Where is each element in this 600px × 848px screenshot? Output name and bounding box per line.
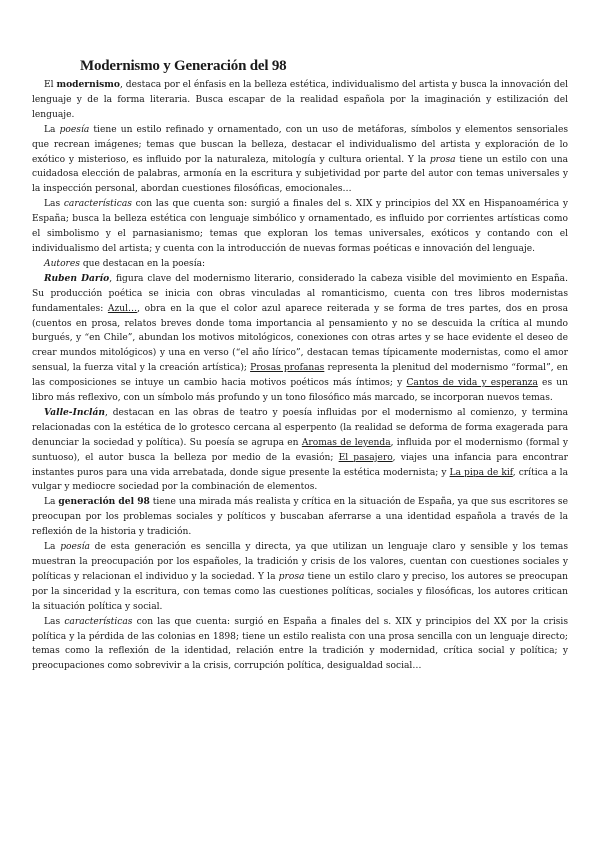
paragraph-generacion-98-caracteristicas: [32, 615, 568, 675]
book-title: Azul…: [107, 303, 138, 314]
book-title: Cantos de vida y esperanza: [406, 378, 538, 389]
text: , destaca por el énfasis en la belleza estética, individualismo del artista y busca la innovación del lenguaje y de la forma literaria. Busca escapar de la realidad española por la imaginación y estilización del lenguaje.: [32, 80, 569, 120]
paragraph-valle-inclan: [32, 406, 568, 495]
text: con las que cuenta son: surgió a finales del s. XIX y principios del XX en Hispanoamérica y España; busca la belleza estética con lenguaje simbólico y ornamentado, es influido por corrientes artísticas como el simbolismo y el parnasianismo; temas que exploran los temas universales, exóticos y contando con el individualismo del artista; y cuenta con la introducción de nuevas formas poéticas e innovación del lenguaje.: [32, 199, 568, 254]
paragraph-generacion-98-intro: [32, 495, 568, 540]
text: Las: [44, 199, 64, 210]
text: , viajes una infancia para encontrar instantes puros para una vida arrebatada, donde sigue presente la estética modernista; y: [32, 452, 569, 478]
author-name: Valle-Inclán: [44, 406, 105, 418]
text: es un libro más reflexivo, con un símbolo más profundo y un tono filosófico más marcado, se incorporan nuevos temas.: [32, 378, 568, 404]
book-title: La pipa de kif: [449, 467, 513, 478]
document-body: [32, 78, 568, 674]
book-title: Aromas de leyenda: [301, 437, 391, 448]
text: tiene un estilo claro y preciso, los autores se preocupan por la sinceridad y la escritura, con temas como las cuestiones políticas, sociales y filosóficas, los autores critican la situación política y social.: [32, 571, 568, 612]
italic-term: prosa: [278, 571, 305, 582]
text: , influida por el modernismo (formal y suntuoso), el autor busca la belleza por medio de la evasión;: [32, 437, 569, 463]
text: tiene una mirada más realista y crítica en la situación de España, ya que sus escritores se preocupan por los problemas sociales y políticos y buscaban aferrarse a una identidad española a través de la reflexión de la historia y tradición.: [32, 497, 568, 538]
text: , crítica a la vulgar y mediocre sociedad por la combinación de elementos.: [32, 467, 568, 493]
italic-term: Autores: [44, 258, 80, 269]
text: de esta generación es sencilla y directa, ya que utilizan un lenguaje claro y sensible y los temas muestran la preocupación por los españoles, la tradición y crisis de los valores, cuentan con cuestiones sociales y políticas y relacionan el individuo y la sociedad. Y la: [32, 542, 569, 582]
author-name: Ruben Darío: [44, 272, 110, 284]
text: La: [44, 124, 60, 135]
text: representa la plenitud del modernismo “formal”, en las composiciones se intuye un cambio hacia motivos poéticos más íntimos; y: [32, 363, 569, 389]
paragraph-ruben-dario: [32, 272, 568, 406]
text: El: [44, 80, 57, 90]
paragraph-modernismo-caracteristicas: [32, 197, 568, 257]
italic-term: características: [63, 199, 132, 210]
text: , destacan en las obras de teatro y poesía influidas por el modernismo al comienzo, y termina relacionadas con la estética de lo grotesco cercana al esperpento (la realidad se deforma de forma exagerada para denunciar la sociedad y política). Su poesía se agrupa en: [32, 407, 568, 448]
document-title: Modernismo y Generación del 98: [80, 58, 287, 74]
text: Las: [44, 616, 65, 627]
bold-term: generación del 98: [58, 496, 150, 508]
paragraph-modernismo-intro: [32, 78, 568, 123]
italic-term: poesía: [60, 542, 90, 553]
text: que destacan en la poesía:: [79, 258, 206, 269]
italic-term: características: [64, 616, 133, 627]
paragraph-modernismo-poesia-prosa: [32, 123, 568, 198]
paragraph-generacion-98-poesia-prosa: [32, 540, 568, 615]
text: La: [44, 497, 59, 508]
text: tiene un estilo refinado y ornamentado, con un uso de metáforas, símbolos y elementos sensoriales que recrean imágenes; temas que buscan la belleza, destacar el individualismo del artista y exploración de lo exótico y misterioso, es influido por la naturaleza, mitología y cultura oriental. Y la: [32, 124, 568, 165]
paragraph-autores: [32, 257, 568, 272]
text: tiene un estilo con una cuidadosa elección de palabras, armonía en la escritura y subjetividad por parte del autor con temas universales y la inspección personal, abordan cuestiones filosóficas, emocionales…: [32, 154, 569, 195]
text: La: [44, 542, 61, 553]
text: , obra en la que el color azul aparece reiterada y se forma de tres partes, dos en prosa (cuentos en prosa, relatos breves donde toma importancia al pensamiento y no se descuida la crítica al mundo burgués, y “en Chile”, abundan los motivos mitológicos, conexiones con otras artes y se hace evidente el deseo de crear mundos mitológicos) y una en verso (“el año lírico”, destacan temas típicamente modernistas, como el amor sensual, la fuerza vital y la creación artística);: [32, 303, 568, 374]
book-title: El pasajero: [338, 452, 393, 463]
italic-term: poesía: [59, 124, 90, 135]
book-title: Prosas profanas: [250, 363, 325, 374]
text: con las que cuenta: surgió en España a finales del s. XIX y principios del XX por la crisis política y la pérdida de las colonias en 1898; tiene un estilo realista con una prosa sencilla con un lenguaje directo; temas como la reflexión de la identidad, relación entre la tradición y modernidad, crítica social y política; y preocupaciones como sobrevivir a la crisis, corrupción política, desigualdad social…: [32, 616, 568, 672]
text: , figura clave del modernismo literario, considerado la cabeza visible del movimiento en España. Su producción poética se inicia con obras vinculadas al romanticismo, cuenta con tres libros modernistas fundamentales:: [32, 273, 568, 314]
italic-term: prosa: [429, 154, 456, 165]
bold-term: modernismo: [56, 79, 120, 90]
